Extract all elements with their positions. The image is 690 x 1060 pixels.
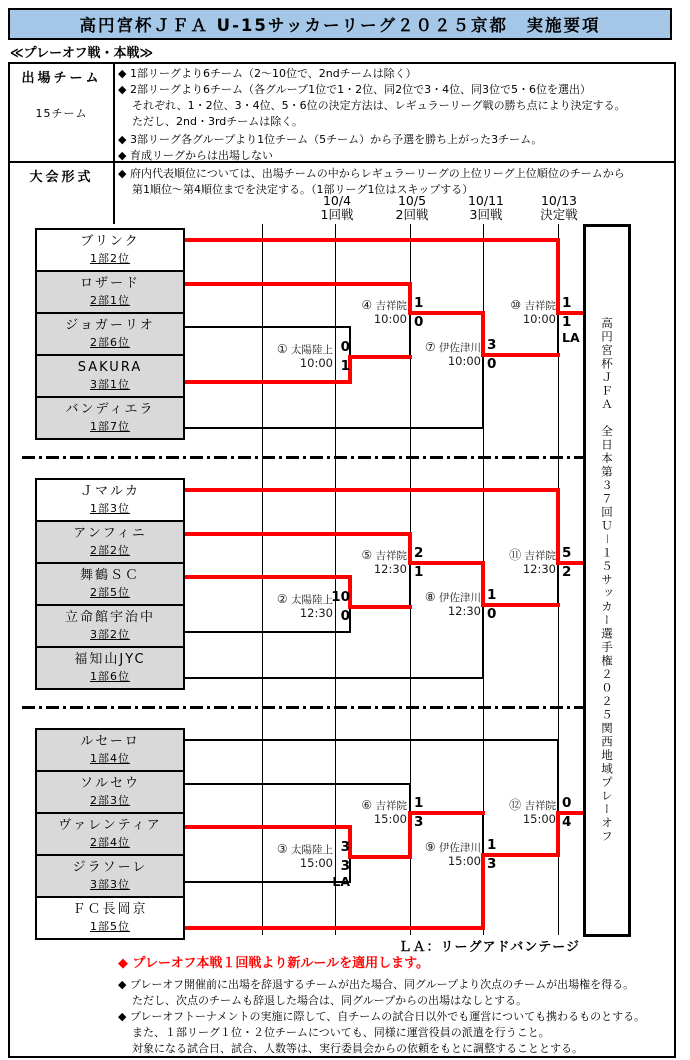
match-number: ⑩: [510, 298, 522, 312]
match-score-bottom: 0: [414, 314, 424, 330]
match-score-top: 0: [562, 795, 572, 811]
match-label: [237, 843, 333, 870]
match-time: 12:30: [522, 562, 556, 576]
format-bullet: 第1順位～第4順位までを決定する。（1部リーグ1位はスキップする）: [132, 183, 474, 196]
match-time: 10:00: [447, 354, 481, 368]
team-rank: 3部3位: [90, 878, 130, 891]
team-name: ジラソーレ: [72, 860, 148, 875]
match-score-bottom: 3: [414, 814, 424, 830]
team-rank: 1部2位: [90, 252, 130, 265]
round-date: 10/5: [397, 193, 427, 208]
winner-path-red: [481, 853, 485, 930]
match-time: 10:00: [299, 356, 333, 370]
match-label: [385, 341, 481, 368]
round-header: [302, 194, 372, 222]
team-rank: 1部4位: [90, 752, 130, 765]
match-label: [385, 591, 481, 618]
team-name: ジョガーリオ: [65, 318, 155, 333]
winner-path-red: [183, 238, 560, 242]
team-rank: 1部3位: [90, 502, 130, 515]
match-time: 15:00: [522, 812, 556, 826]
league-advantage-note: ＬＡ：リーグアドバンテージ: [398, 940, 580, 955]
team-box: [35, 728, 185, 770]
match-venue: ⑤ 吉祥院: [361, 548, 407, 562]
footer-rule: 対象になる試合日、試合、人数等は、実行委員会からの依頼をもとに調整することとする。: [132, 1042, 583, 1055]
team-name: バンディエラ: [65, 402, 155, 417]
winner-path-red: [183, 282, 412, 286]
team-name: SAKURA: [77, 360, 143, 375]
match-score-top: 1: [414, 295, 424, 311]
footer-rule: ◆ プレーオフ本戦１回戦より新ルールを適用します。: [118, 956, 430, 971]
team-rank: 3部2位: [90, 628, 130, 641]
team-rank: 1部7位: [90, 420, 130, 433]
match-score-top: 1: [487, 837, 497, 853]
team-box: [35, 646, 185, 690]
match-number: ②: [276, 592, 288, 606]
team-rank: 1部6位: [90, 670, 130, 683]
match-score-top: 3: [487, 337, 497, 353]
match-score-note: LA: [562, 330, 580, 345]
participants-bullet: ◆ 2部リーグより6チーム（各グループ1位で1・2位、同2位で3・4位、同3位で5・6位を選出）: [118, 83, 592, 96]
team-box: [35, 604, 185, 646]
team-box: [35, 896, 185, 940]
match-time: 10:00: [522, 312, 556, 326]
team-rank: 2部2位: [90, 544, 130, 557]
match-number: ⑦: [424, 340, 436, 354]
match-score-bottom: 0: [340, 608, 350, 624]
match-time: 12:30: [373, 562, 407, 576]
team-box: [35, 562, 185, 604]
match-number: ⑫: [509, 798, 522, 812]
match-label: [311, 299, 407, 326]
team-box: [35, 270, 185, 312]
match-venue: ⑥ 吉祥院: [361, 798, 407, 812]
match-score-bottom: 3: [340, 858, 350, 874]
round-date: 10/13: [540, 193, 578, 208]
match-time: 10:00: [373, 312, 407, 326]
match-score-bottom: 0: [487, 606, 497, 622]
format-label: 大会形式: [29, 170, 94, 185]
match-number: ⑪: [509, 548, 522, 562]
match-score-bottom: 2: [562, 564, 572, 580]
match-venue: ⑨ 伊佐津川: [424, 840, 481, 854]
round-name: 3回戦: [469, 207, 503, 222]
team-name: 福知山JYC: [74, 652, 146, 667]
round-name: 決定戦: [540, 207, 578, 222]
match-venue: ⑦ 伊佐津川: [424, 340, 481, 354]
group-divider: [22, 456, 583, 459]
participants-count: 15チーム: [35, 107, 88, 120]
winner-path-red: [183, 380, 352, 384]
team-box: [35, 312, 185, 354]
round-header: [524, 194, 594, 222]
match-number: ⑥: [361, 798, 373, 812]
round-name: 1回戦: [320, 207, 354, 222]
winner-path-red: [183, 926, 485, 930]
team-name: 舞鶴ＳＣ: [79, 568, 140, 583]
team-rank: 2部5位: [90, 586, 130, 599]
winner-path-red: [556, 488, 560, 565]
team-rank: 2部4位: [90, 836, 130, 849]
match-venue: ③ 太陽陸上: [276, 842, 333, 856]
match-score-bottom: 3: [487, 856, 497, 872]
match-venue: ④ 吉祥院: [361, 298, 407, 312]
team-name: ルセーロ: [80, 734, 140, 749]
match-number: ④: [361, 298, 373, 312]
team-name: ヴァレンティア: [58, 818, 162, 833]
subtitle: ≪プレーオフ戦・本戦≫: [10, 46, 154, 61]
winner-path-red: [556, 811, 560, 857]
round-header: [377, 194, 447, 222]
match-score-top: 10: [331, 589, 350, 605]
round-date: 10/11: [467, 193, 505, 208]
match-venue: ① 太陽陸上: [276, 342, 333, 356]
bracket-line-black: [185, 783, 410, 785]
team-name: アンフィニ: [73, 526, 147, 541]
team-name: 立命館宇治中: [64, 610, 155, 625]
participants-bullet: それぞれ、1・2位、3・4位、5・6位の決定方法は、レギュラーリーグ戦の勝ち点により決定する。: [132, 99, 626, 112]
match-label: [311, 799, 407, 826]
match-number: ⑤: [361, 548, 373, 562]
page-title: 高円宮杯ＪＦＡ U-15サッカーリーグ２０２５京都 実施要項: [8, 8, 672, 40]
round-name: 2回戦: [395, 207, 429, 222]
team-box: [35, 396, 185, 440]
match-score-top: 1: [562, 295, 572, 311]
table-column-divider: [113, 62, 115, 224]
match-score-note: LA: [332, 874, 350, 889]
side-panel-label: 高円宮杯ＪＦＡ 全日本第３７回Ｕ－１５サッカー選手権２０２５関西地域プレーオフ: [600, 317, 614, 844]
match-number: ①: [276, 342, 288, 356]
team-name: Ｊマルカ: [79, 484, 140, 499]
participants-bullet: ◆ 3部リーグ各グループより1位チーム（5チーム）から予選を勝ち上がった3チーム。: [118, 133, 543, 146]
round-header: [451, 194, 521, 222]
team-rank: 2部1位: [90, 294, 130, 307]
match-score-bottom: 1: [340, 358, 350, 374]
match-venue: ⑫ 吉祥院: [509, 798, 556, 812]
team-box: [35, 354, 185, 396]
match-label: [460, 799, 556, 826]
match-number: ⑧: [424, 590, 436, 604]
group-divider: [22, 706, 583, 709]
match-score-top: 3: [340, 839, 350, 855]
round-date: 10/4: [322, 193, 352, 208]
participants-bullet: ただし、2nd・3rdチームは除く。: [132, 115, 304, 128]
participants-bullet: ◆ 1部リーグより6チーム（2～10位で、2ndチームは除く）: [118, 67, 417, 80]
team-name: ＦＣ長岡京: [72, 902, 148, 917]
match-venue: ② 太陽陸上: [276, 592, 333, 606]
match-label: [311, 549, 407, 576]
team-box: [35, 812, 185, 854]
match-number: ③: [276, 842, 288, 856]
match-score-top: 0: [340, 339, 350, 355]
team-name: ソルセウ: [79, 776, 140, 791]
match-time: 15:00: [447, 854, 481, 868]
footer-rule: ただし、次点のチームも辞退した場合は、同グループからの出場はなしとする。: [132, 994, 528, 1007]
footer-rule: ◆ プレーオフ開催前に出場を辞退するチームが出た場合、同グループより次点のチームが出場権を得る。: [118, 978, 635, 991]
team-box: [35, 854, 185, 896]
bracket-line-black: [185, 739, 558, 741]
match-time: 12:30: [447, 604, 481, 618]
match-score-top: 1: [487, 587, 497, 603]
bracket-line-black: [185, 427, 483, 429]
winner-path-red: [556, 238, 560, 315]
match-score-top: 2: [414, 545, 424, 561]
match-time: 15:00: [373, 812, 407, 826]
team-name: ブリンク: [80, 234, 140, 249]
match-time: 15:00: [299, 856, 333, 870]
match-score-bottom: 1: [562, 314, 572, 330]
match-score-top: 1: [414, 795, 424, 811]
team-rank: 2部6位: [90, 336, 130, 349]
winner-path-red: [183, 532, 412, 536]
match-score-bottom: 0: [487, 356, 497, 372]
match-time: 12:30: [299, 606, 333, 620]
footer-rule: ◆ プレーオフトーナメントの実施に際して、自チームの試合日以外でも運営についても携わるものとする。: [118, 1010, 646, 1023]
match-label: [237, 343, 333, 370]
footer-rule: また、１部リーグ１位・２位チームについても、同様に運営役員の派遣を行うこと。: [132, 1026, 550, 1039]
match-venue: ⑪ 吉祥院: [509, 548, 556, 562]
match-label: [460, 549, 556, 576]
team-name: ロザード: [79, 276, 140, 291]
team-box: [35, 478, 185, 520]
match-label: [385, 841, 481, 868]
team-rank: 1部5位: [90, 920, 130, 933]
participants-label: 出場チーム: [21, 71, 102, 86]
match-number: ⑨: [424, 840, 436, 854]
bracket-line-black: [185, 326, 350, 328]
bracket-line-black: [185, 677, 483, 679]
match-label: [460, 299, 556, 326]
side-panel: [583, 224, 631, 937]
match-venue: ⑩ 吉祥院: [510, 298, 556, 312]
team-rank: 2部3位: [90, 794, 130, 807]
match-score-bottom: 4: [562, 814, 572, 830]
match-venue: ⑧ 伊佐津川: [424, 590, 481, 604]
team-box: [35, 520, 185, 562]
team-rank: 3部1位: [90, 378, 130, 391]
match-score-top: 5: [562, 545, 572, 561]
match-label: [237, 593, 333, 620]
winner-path-red: [183, 488, 560, 492]
format-bullet: ◆ 府内代表順位については、出場チームの中からレギュラーリーグの上位リーグ上位順位のチームから: [118, 167, 625, 180]
team-box: [35, 770, 185, 812]
bracket-line-black: [185, 631, 350, 633]
participants-bullet: ◆ 育成リーグからは出場しない: [118, 149, 273, 162]
team-box: [35, 228, 185, 270]
match-score-bottom: 1: [414, 564, 424, 580]
